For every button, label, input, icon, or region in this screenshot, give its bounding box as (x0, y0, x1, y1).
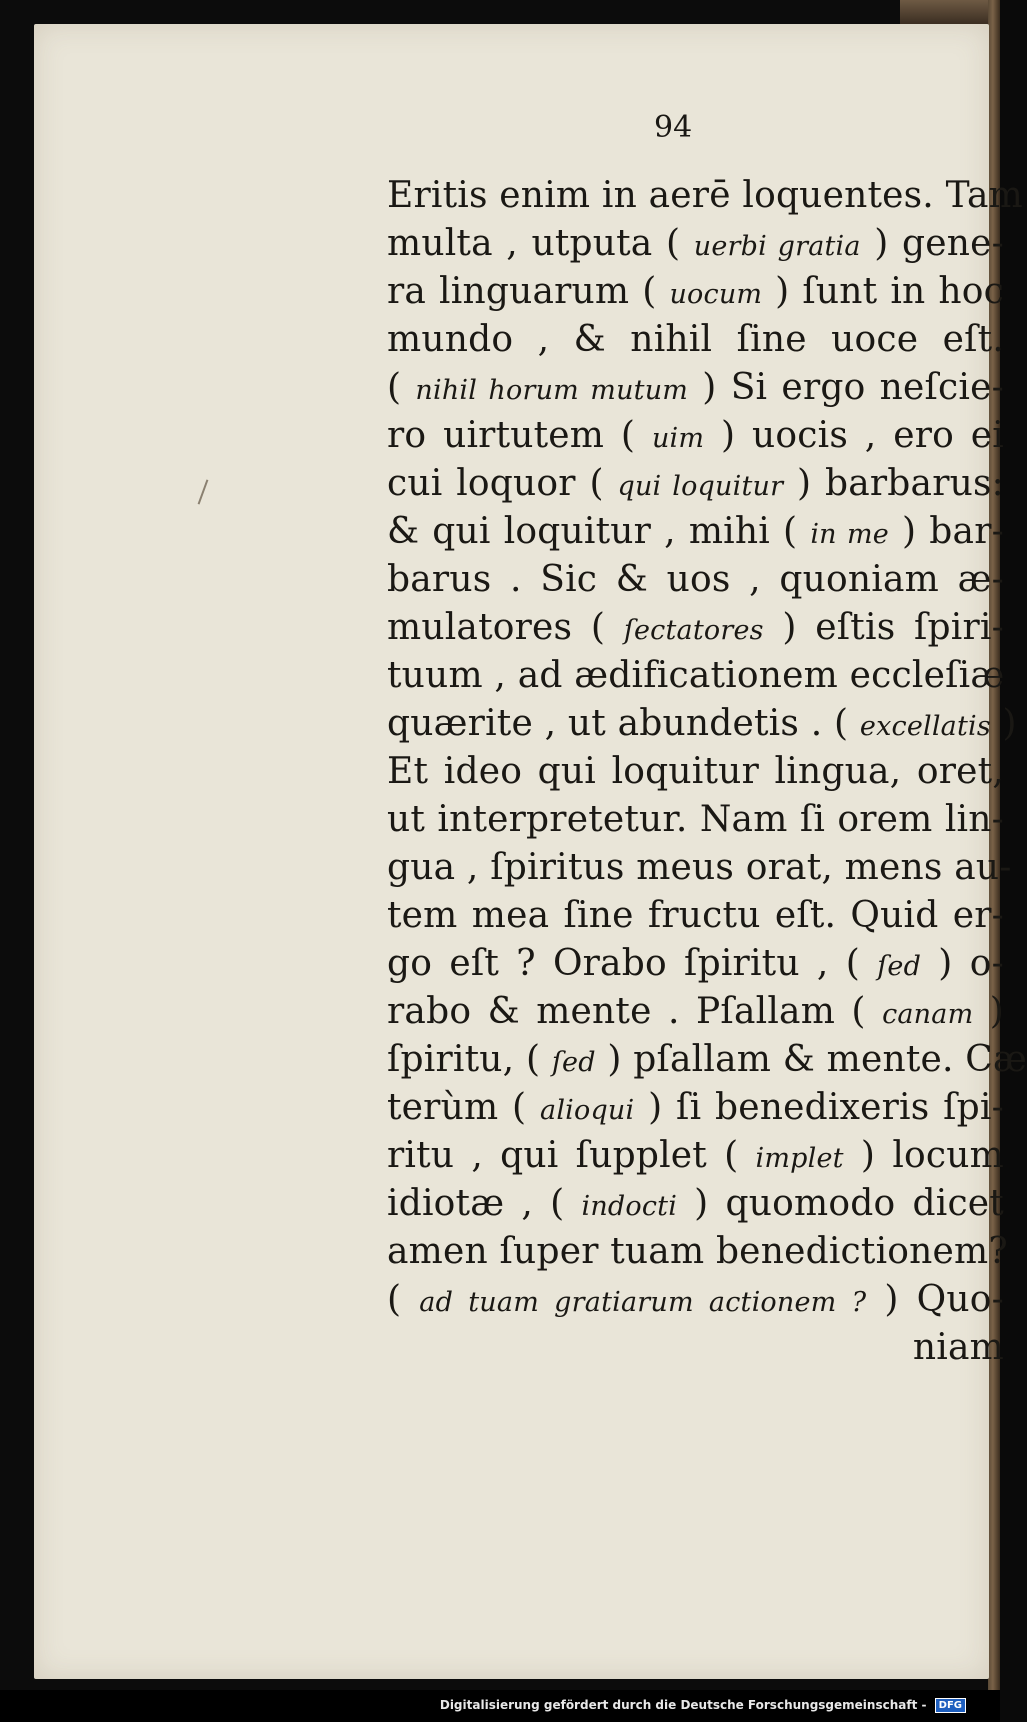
footer-separator: - (917, 1698, 931, 1712)
text-segment: cui loquor ( (387, 463, 618, 504)
text-line (387, 892, 1004, 940)
gloss-annotation: ſed (877, 951, 922, 982)
text-segment: mundo , & nihil ſine uoce eſt. (387, 319, 1004, 360)
text-line (387, 508, 1004, 556)
gloss-annotation: uerbi gratia (693, 231, 861, 262)
text-segment: ) uocis , ero ei (704, 415, 1005, 456)
gloss-annotation: canam (882, 999, 974, 1030)
gloss-annotation: uocum (669, 279, 763, 310)
gloss-annotation: excellatis (859, 711, 991, 742)
text-line (387, 1132, 1004, 1180)
text-segment: ut interpretetur. Nam ſi orem lin- (387, 799, 1004, 840)
text-segment: ) eſtis ſpiri- (763, 607, 1004, 648)
page-text-block (387, 172, 1027, 1372)
text-line (387, 556, 1004, 604)
text-line (387, 748, 1004, 796)
text-segment: ) bar- (888, 511, 1004, 552)
text-line (387, 796, 1004, 844)
gloss-annotation: uim (651, 423, 705, 454)
text-segment: niam (912, 1327, 1004, 1368)
text-segment: go eſt ? Orabo ſpiritu , ( (387, 943, 878, 984)
text-line (387, 1084, 1004, 1132)
text-segment: ) barbarus: (783, 463, 1004, 504)
text-segment: Eritis enim in aerē loquentes. Tam (387, 175, 1024, 216)
text-segment: ) pſallam & mente. Cæ (595, 1039, 1027, 1080)
text-line (387, 940, 1004, 988)
gloss-annotation: indocti (581, 1191, 678, 1222)
text-segment: ſpiritu, ( (387, 1039, 552, 1080)
text-segment: ritu , qui ſupplet ( (387, 1135, 756, 1176)
text-line (387, 460, 1004, 508)
text-line (387, 1324, 1004, 1372)
text-line (387, 1228, 1008, 1276)
text-segment: ) o- (921, 943, 1004, 984)
text-segment: ) (990, 703, 1017, 744)
text-line (387, 604, 1004, 652)
text-line (387, 1036, 1027, 1084)
text-segment: ) locum (843, 1135, 1004, 1176)
book-cover-edge-top (900, 0, 1000, 24)
text-segment: ) gene- (860, 223, 1004, 264)
text-segment: ( (387, 1279, 420, 1320)
digitization-footer (0, 1690, 1000, 1722)
text-segment: ) Si ergo neſcie- (688, 367, 1004, 408)
text-line (387, 1180, 1004, 1228)
text-line (387, 652, 1004, 700)
text-line (387, 268, 1004, 316)
text-line (387, 844, 1012, 892)
gloss-annotation: nihil horum mutum (415, 375, 689, 406)
text-segment: ) (973, 991, 1005, 1032)
text-segment: terùm ( (387, 1087, 541, 1128)
text-segment: ro uirtutem ( (387, 415, 652, 456)
footer-credit (440, 1698, 966, 1713)
text-segment: & qui loquitur , mihi ( (387, 511, 811, 552)
gloss-annotation: qui loquitur (617, 471, 784, 502)
text-line (387, 700, 1017, 748)
text-segment: ( (387, 367, 416, 408)
text-segment: quærite , ut abundetis . ( (387, 703, 860, 744)
text-segment: rabo & mente . Pſallam ( (387, 991, 883, 1032)
text-line (387, 364, 1004, 412)
gloss-annotation: ſed (551, 1047, 596, 1078)
text-segment: ) Quo- (866, 1279, 1004, 1320)
text-segment: ) ſi benedixeris ſpi- (634, 1087, 1004, 1128)
text-segment: amen ſuper tuam benedictionem? (387, 1231, 1008, 1272)
text-segment: tem mea ſine fructu eſt. Quid er- (387, 895, 1004, 936)
text-segment: ) ſunt in hoc (762, 271, 1004, 312)
gloss-annotation: alioqui (540, 1095, 635, 1126)
gloss-annotation: in me (810, 519, 889, 550)
text-segment: mulatores ( (387, 607, 624, 648)
text-segment: tuum , ad ædificationem eccleſiæ (387, 655, 1005, 696)
text-segment: ra linguarum ( (387, 271, 670, 312)
gloss-annotation: ſectatores (623, 615, 764, 646)
text-line (387, 220, 1004, 268)
funding-credit-text: Digitalisierung gefördert durch die Deutsche Forschungsgemeinschaft (439, 1698, 918, 1712)
gloss-annotation: implet (755, 1143, 844, 1174)
text-line (387, 1276, 1004, 1324)
text-segment: ) quomodo dicet (677, 1183, 1004, 1224)
text-line (387, 172, 1024, 220)
margin-pencil-mark (198, 479, 209, 504)
gloss-annotation: ad tuam gratiarum actionem ? (419, 1287, 867, 1318)
text-line (387, 988, 1004, 1036)
text-segment: gua , ſpiritus meus orat, mens au- (387, 847, 1012, 888)
page-number: 94 (654, 110, 693, 145)
dfg-logo: DFG (935, 1698, 966, 1713)
text-segment: multa , utputa ( (387, 223, 694, 264)
book-page (34, 24, 1027, 1679)
text-line (387, 412, 1004, 460)
text-segment: Et ideo qui loquitur lingua, oret, (387, 751, 1004, 792)
text-segment: barus . Sic & uos , quoniam æ- (387, 559, 1004, 600)
text-segment: idiotæ , ( (387, 1183, 582, 1224)
text-line (387, 316, 1004, 364)
